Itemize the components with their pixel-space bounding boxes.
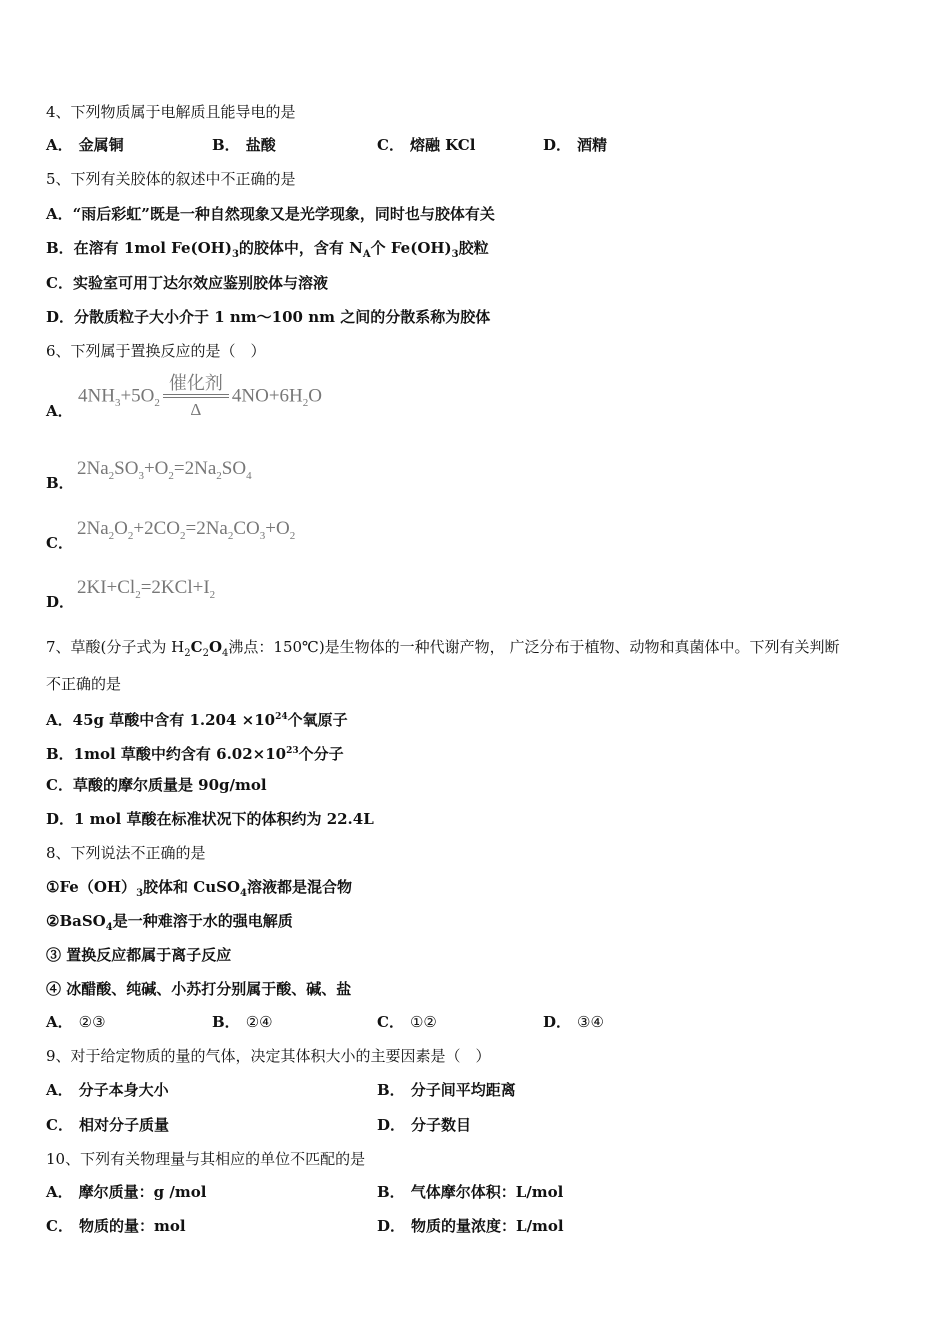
q9-option-b[interactable]: B． 分子间平均距离: [377, 1081, 516, 1099]
q8-statement-1: $①Fe(OH)_3$胶体和 CuSO$_4$溶液都是混合物: [46, 878, 352, 899]
q4-option-b[interactable]: B． 盐酸: [212, 136, 276, 154]
q4-stem: 4、下列物质属于电解质且能导电的是: [46, 103, 296, 121]
q10-option-c[interactable]: C． 物质的量：mol: [46, 1217, 186, 1235]
q10-stem: 10、下列有关物理量与其相应的单位不匹配的是: [46, 1150, 366, 1168]
q10-option-a[interactable]: A． 摩尔质量：g /mol: [46, 1183, 207, 1201]
q7-option-b[interactable]: B．1mol 草酸中约含有 $6.02\times 10^{23}$个分子: [46, 745, 344, 763]
q5-option-a[interactable]: A．“雨后彩虹”既是一种自然现象又是光学现象，同时也与胶体有关: [46, 205, 495, 223]
q7-option-c[interactable]: C．草酸的摩尔质量是 90g/mol: [46, 776, 267, 794]
q8-option-d[interactable]: D． ③④: [543, 1013, 604, 1031]
q8-option-a[interactable]: A． ②③: [46, 1013, 106, 1031]
q5-stem: 5、下列有关胶体的叙述中不正确的是: [46, 170, 296, 188]
q9-option-c[interactable]: C． 相对分子质量: [46, 1116, 169, 1134]
q6-option-d-label[interactable]: D．: [46, 593, 75, 611]
q8-option-c[interactable]: C． ①②: [377, 1013, 437, 1031]
q7-stem-continued: 不正确的是: [46, 675, 122, 693]
q4-option-c[interactable]: C． 熔融 KCl: [377, 136, 476, 154]
q7-option-d[interactable]: D．1 mol 草酸在标准状况下的体积约为 22.4L: [46, 810, 374, 828]
q6-equation-d: $2KI+Cl_2=2KCl+I_2$: [77, 577, 216, 601]
q4-option-d[interactable]: D． 酒精: [543, 136, 608, 154]
q5-option-b[interactable]: B．在溶有 1mol $Fe(OH)_3$的胶体中，含有 $N_A$个 $Fe(OH)_3$胶粒: [46, 239, 489, 260]
q6-option-c-label[interactable]: C．: [46, 534, 73, 552]
q9-option-d[interactable]: D． 分子数目: [377, 1116, 472, 1134]
catalyst-arrow: $\frac{\text{催化剂}}{\Delta}$: [163, 372, 229, 422]
q9-option-a[interactable]: A． 分子本身大小: [46, 1081, 169, 1099]
q8-statement-2: ②BaSO$_4$是一种难溶于水的强电解质: [46, 912, 293, 933]
q10-option-d[interactable]: D． 物质的量浓度：L/mol: [377, 1217, 564, 1235]
q10-option-b[interactable]: B． 气体摩尔体积：L/mol: [377, 1183, 564, 1201]
q6-option-b-label[interactable]: B．: [46, 474, 74, 492]
q8-stem: 8、下列说法不正确的是: [46, 844, 206, 862]
q6-option-a-label[interactable]: A．: [46, 402, 73, 420]
q8-statement-4: ④ 冰醋酸、纯碱、小苏打分别属于酸、碱、盐: [46, 980, 352, 998]
q8-statement-3: ③ 置换反应都属于离子反应: [46, 946, 232, 964]
q6-equation-a: $4NH_3+5O_2$ $\frac{\text{催化剂}}{\Delta}$ $4NO+6H_2O$: [78, 372, 322, 422]
q7-option-a[interactable]: A．45g 草酸中含有 $1.204 \times 10^{24}$个氧原子: [46, 711, 348, 729]
q8-option-b[interactable]: B． ②④: [212, 1013, 273, 1031]
q7-stem: 7、草酸(分子式为 $H_2C_2O_4$沸点：150℃)是生物体的一种代谢产物， 广泛分布于植物、动物和真菌体中。下列有关判断: [46, 638, 840, 659]
q9-stem: 9、对于给定物质的量的气体，决定其体积大小的主要因素是（ ）: [46, 1047, 491, 1065]
q5-option-c[interactable]: C．实验室可用丁达尔效应鉴别胶体与溶液: [46, 274, 328, 292]
q5-option-d[interactable]: D．分散质粒子大小介于 1 nm～100 nm 之间的分散系称为胶体: [46, 308, 491, 326]
q4-option-a[interactable]: A． 金属铜: [46, 136, 124, 154]
q6-equation-b: $2Na_2SO_3+O_2=2Na_2SO_4$: [77, 458, 252, 482]
q6-equation-c: $2Na_2O_2+2CO_2=2Na_2CO_3+O_2$: [77, 518, 296, 542]
q6-stem: 6、下列属于置换反应的是（ ）: [46, 342, 266, 360]
